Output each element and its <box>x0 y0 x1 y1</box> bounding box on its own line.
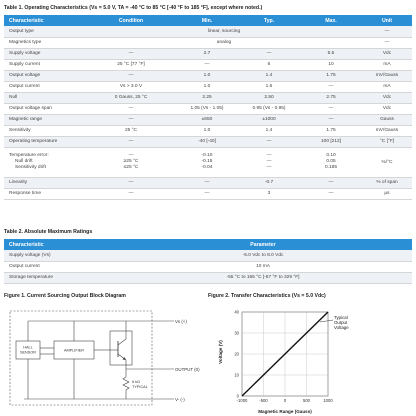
figure2-title: Figure 2. Transfer Characteristics (Vs = 5.0 Vdc) <box>208 293 326 299</box>
table-cell: mA <box>362 59 412 70</box>
t1-header: Min. <box>176 15 238 26</box>
vs-label: Vs (+) <box>175 319 187 324</box>
transistor-collector <box>118 339 126 345</box>
table-cell: Supply voltage <box>4 48 86 59</box>
output-label: OUTPUT (0) <box>175 367 200 372</box>
cell-line: ≤25 °C <box>123 165 139 171</box>
table-row <box>4 147 412 177</box>
table-cell: 1.05 (Vs - 1.05) <box>176 103 238 114</box>
table-row <box>4 188 412 199</box>
table-cell: analog <box>86 37 362 48</box>
table-cell: % of span <box>362 177 412 188</box>
table-cell: 2.50 <box>238 92 300 103</box>
table-cell: 1.0 <box>176 81 238 92</box>
table-row <box>4 59 412 70</box>
table-cell: 1.75 <box>300 125 362 136</box>
y-axis-label: Voltage (V) <box>218 340 223 364</box>
table-cell: Vs > 3.0 V <box>86 81 176 92</box>
table-cell: 25 °C [77 °F] <box>86 59 176 70</box>
amplifier-label: AMPLIFIER <box>63 348 85 353</box>
t1-header: Unit <box>362 15 412 26</box>
table-cell: 1.4 <box>238 70 300 81</box>
cell-line: — <box>266 165 272 171</box>
table-cell: — <box>238 136 300 147</box>
resistor-label: 6 kΩ <box>132 380 140 384</box>
hall-label: HALL <box>23 345 33 350</box>
t1-header: Characteristic <box>4 15 86 26</box>
table-cell: Output current <box>4 261 114 272</box>
table-cell: — <box>176 188 238 199</box>
table-cell: Output voltage span <box>4 103 86 114</box>
x-tick-label: -500 <box>259 398 268 403</box>
cell-line: -0.10 <box>201 152 213 158</box>
table-cell: — <box>86 103 176 114</box>
chart-annotation: Output <box>334 320 348 325</box>
table-cell: 2.7 <box>176 48 238 59</box>
table-cell: Gauss <box>362 114 412 125</box>
t1-header: Condition <box>86 15 176 26</box>
cell-line: -0.04 <box>201 165 213 171</box>
cell-line: 0.10 <box>326 152 336 158</box>
table-cell: 100 [212] <box>300 136 362 147</box>
x-tick-label: -1000 <box>236 398 248 403</box>
y-tick-label: 20 <box>234 351 239 357</box>
x-tick-label: 1000 <box>323 398 333 403</box>
t1-header: Typ. <box>238 15 300 26</box>
table-row <box>4 114 412 125</box>
table-cell: mV/Gauss <box>362 125 412 136</box>
cell-line: — <box>128 152 134 158</box>
table-row <box>4 26 412 37</box>
table-row <box>4 70 412 81</box>
table-cell <box>300 147 362 177</box>
figure1-title: Figure 1. Current Sourcing Output Block Diagram <box>4 293 126 299</box>
hall-label: SENSOR <box>19 350 37 355</box>
table-cell <box>86 147 176 177</box>
absolute-max-ratings-table <box>4 239 412 284</box>
table-cell: — <box>300 81 362 92</box>
t2-header: Characteristic <box>4 239 114 250</box>
table-cell: Output voltage <box>4 70 86 81</box>
table-row <box>4 136 412 147</box>
table-cell: 1.75 <box>300 70 362 81</box>
y-tick-label: 30 <box>234 330 239 336</box>
table-cell: Magnetics type <box>4 37 86 48</box>
table-cell: °C [°F] <box>362 136 412 147</box>
table1-caption: Table 1. Operating Characteristics (Vs = 5.0 V, TA = -40 °C to 85 °C [-40 °F to 185 °F], except where noted.) <box>4 5 263 11</box>
table-cell: — <box>238 48 300 59</box>
x-tick-label: 500 <box>303 398 310 403</box>
table-cell: 1.0 <box>176 70 238 81</box>
table-cell: 3 <box>238 188 300 199</box>
table-cell: — <box>300 103 362 114</box>
table-cell: Magnetic range <box>4 114 86 125</box>
cell-line: 0.185 <box>324 165 337 171</box>
cell-line: — <box>266 152 272 158</box>
table-cell: — <box>86 114 176 125</box>
table-cell <box>238 147 300 177</box>
table-cell: — <box>86 177 176 188</box>
t1-header: Max. <box>300 15 362 26</box>
table-cell: -40 [-40] <box>176 136 238 147</box>
table-cell: Supply current <box>4 59 86 70</box>
table-cell: Sensitivity <box>4 125 86 136</box>
t2-header: Parameter <box>114 239 412 250</box>
table-row <box>4 272 412 283</box>
table-row <box>4 103 412 114</box>
table-cell: Storage temperature <box>4 272 114 283</box>
table-cell: — <box>362 26 412 37</box>
table-row <box>4 37 412 48</box>
table-cell: 6 <box>238 59 300 70</box>
table-cell: — <box>86 48 176 59</box>
table-cell: — <box>86 188 176 199</box>
cell-line: Temperature error: <box>9 152 49 158</box>
ground-label: V- (-) <box>175 397 185 402</box>
table-cell: 1.5 <box>238 81 300 92</box>
table-cell: 2.25 <box>176 92 238 103</box>
table-cell: Linearity <box>4 177 86 188</box>
chart-annotation: Typical <box>334 315 348 320</box>
table-cell: — <box>300 114 362 125</box>
transfer-chart <box>208 300 412 416</box>
table-cell: -55 °C to 165 °C [-67 °F to 329 °F] <box>114 272 412 283</box>
table-row <box>4 125 412 136</box>
table-cell: — <box>176 177 238 188</box>
table-cell <box>176 147 238 177</box>
table-cell: — <box>300 177 362 188</box>
table-cell: 1.4 <box>238 125 300 136</box>
table-cell: ±1000 <box>238 114 300 125</box>
table-cell: Output current <box>4 81 86 92</box>
cell-line: -0.15 <box>201 158 213 164</box>
table-row <box>4 250 412 261</box>
table-cell: Null <box>4 92 86 103</box>
table-cell: linear, sourcing <box>86 26 362 37</box>
table-cell: ±650 <box>176 114 238 125</box>
table-cell: 25 °C <box>86 125 176 136</box>
table2-caption: Table 2. Absolute Maximum Ratings <box>4 229 93 235</box>
cell-line: — <box>266 158 272 164</box>
table-cell: mA <box>362 81 412 92</box>
table-cell: — <box>86 70 176 81</box>
cell-line: Sensitivity drift <box>15 165 46 171</box>
y-tick-label: 0 <box>236 393 239 399</box>
table-cell: Vdc <box>362 92 412 103</box>
table-cell: Vdc <box>362 103 412 114</box>
cell-line: Null drift <box>15 158 33 164</box>
table-cell: Output type <box>4 26 86 37</box>
table-cell: 10 mA <box>114 261 412 272</box>
table-cell: µs <box>362 188 412 199</box>
table-cell: mV/Gauss <box>362 70 412 81</box>
resistor-label: TYPICAL <box>132 385 148 389</box>
table-row <box>4 261 412 272</box>
table-cell: -5.0 Vdc to 8.0 Vdc <box>114 250 412 261</box>
table-cell: — <box>176 59 238 70</box>
table-cell: — <box>86 136 176 147</box>
table-cell: 10 <box>300 59 362 70</box>
table-cell: Supply voltage (Vs) <box>4 250 114 261</box>
cell-line: 0.05 <box>326 158 336 164</box>
table-cell: 2.75 <box>300 92 362 103</box>
table-cell: 0.95 (Vs - 0.95) <box>238 103 300 114</box>
table-row <box>4 81 412 92</box>
table-cell: 1.0 <box>176 125 238 136</box>
table-cell: — <box>300 188 362 199</box>
y-tick-label: 40 <box>234 309 239 315</box>
table-row <box>4 92 412 103</box>
table-cell <box>4 147 86 177</box>
chart-annotation: Voltage <box>334 325 349 330</box>
table-cell: %/°C <box>362 147 412 177</box>
table-row <box>4 48 412 59</box>
operating-characteristics-table <box>4 15 412 200</box>
table-cell: -0.7 <box>238 177 300 188</box>
table-cell: Operating temperature <box>4 136 86 147</box>
table-cell: Response time <box>4 188 86 199</box>
table-cell: — <box>362 37 412 48</box>
transistor-box <box>110 331 132 365</box>
table-cell: Vdc <box>362 48 412 59</box>
table-cell: 6.5 <box>300 48 362 59</box>
cell-line: ≥25 °C <box>123 158 139 164</box>
table-row <box>4 177 412 188</box>
x-axis-label: Magnetic Range (Gauss) <box>258 409 312 414</box>
table-cell: 0 Gauss, 25 °C <box>86 92 176 103</box>
block-diagram <box>4 303 204 413</box>
resistor-icon <box>123 377 129 399</box>
y-tick-label: 10 <box>234 372 239 378</box>
x-tick-label: 0 <box>283 398 287 403</box>
